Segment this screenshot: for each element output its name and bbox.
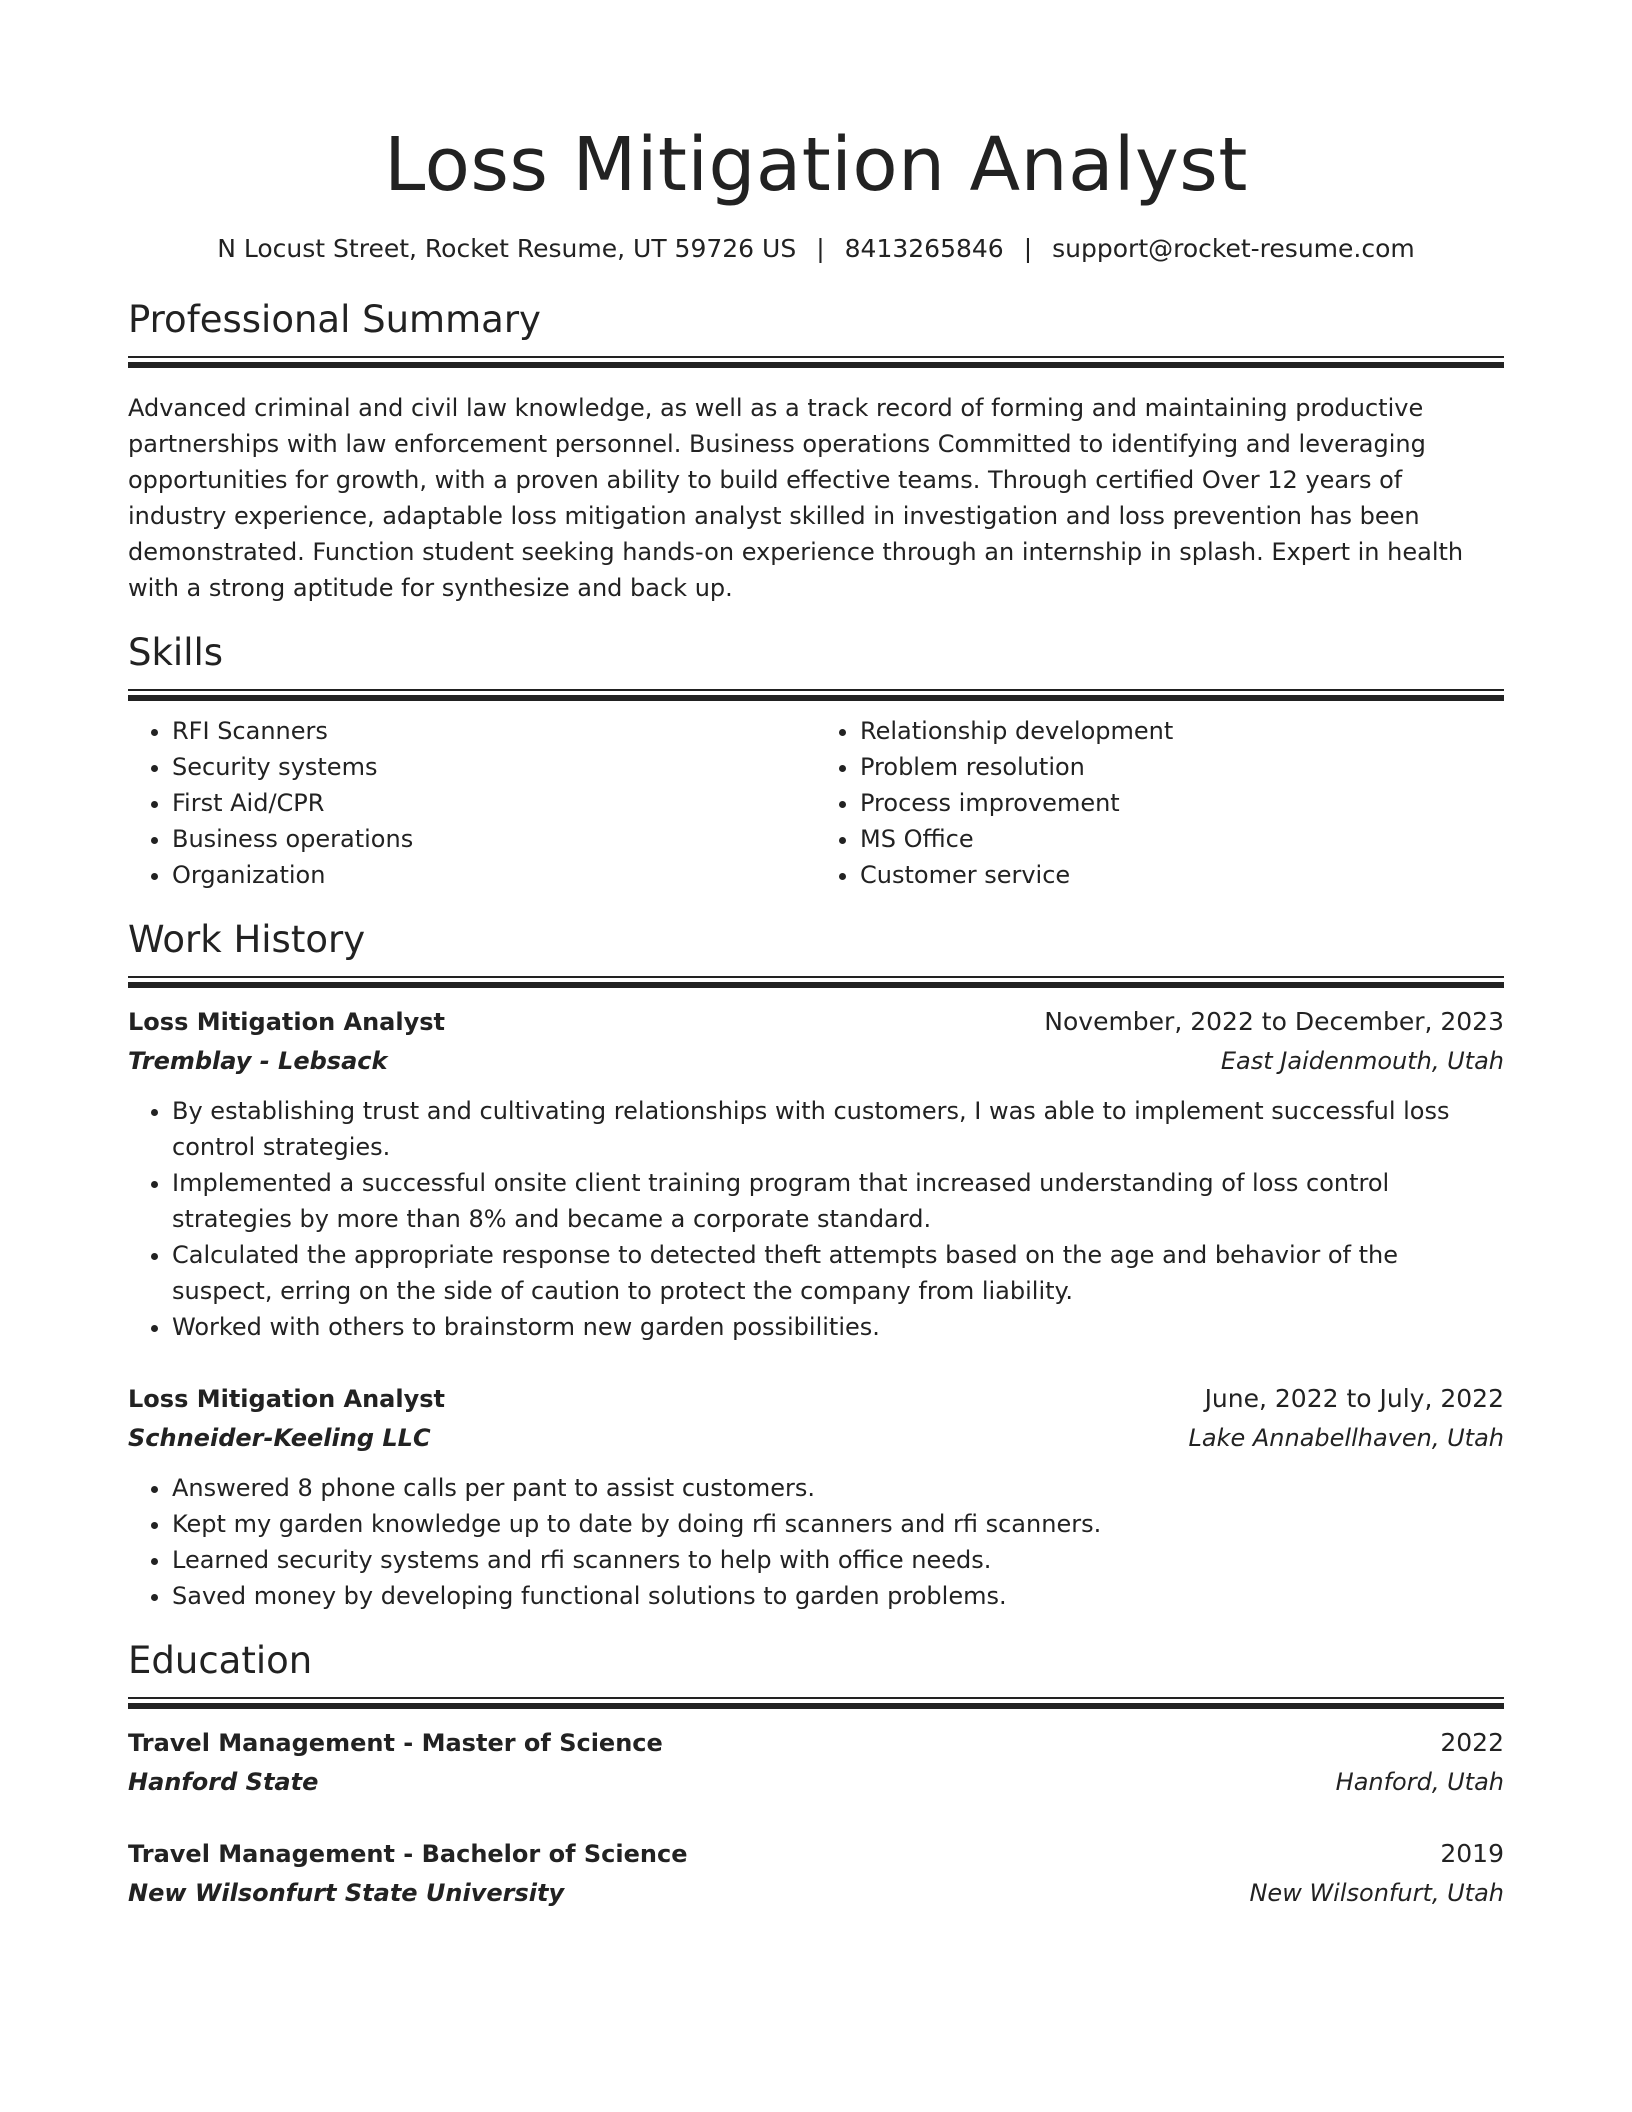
education-section — [128, 1639, 1504, 1913]
section-title-skills: Skills — [128, 631, 224, 674]
skill-item: • RFI Scanners — [172, 713, 816, 749]
skill-item: • Security systems — [172, 749, 816, 785]
skill-item: • Customer service — [860, 857, 1504, 893]
education-degree: Travel Management - Bachelor of Science — [128, 1840, 688, 1868]
contact-address: N Locust Street, Rocket Resume, UT 59726 US — [217, 234, 797, 263]
job-dates: November, 2022 to December, 2023 — [1044, 1007, 1504, 1036]
job-title: Loss Mitigation Analyst — [128, 1385, 446, 1413]
job-title: Loss Mitigation Analyst — [128, 1008, 446, 1036]
work-section — [128, 918, 1504, 1614]
job-entry — [128, 1002, 1504, 1345]
contact-separator: | — [1023, 234, 1033, 263]
skill-item: • MS Office — [860, 821, 1504, 857]
education-school-row — [128, 1763, 1504, 1802]
education-entry — [128, 1834, 1504, 1913]
contact-email: support@rocket-resume.com — [1052, 234, 1415, 263]
job-header-row — [128, 1379, 1504, 1419]
section-divider — [128, 356, 1504, 366]
section-title-summary: Professional Summary — [128, 298, 541, 341]
job-location: Lake Annabellhaven, Utah — [1188, 1424, 1504, 1452]
education-location: Hanford, Utah — [1335, 1768, 1504, 1796]
job-bullet: • Saved money by developing functional solutions to garden problems. — [172, 1578, 1504, 1614]
education-school-row — [128, 1874, 1504, 1913]
skill-item: • Problem resolution — [860, 749, 1504, 785]
job-company-row — [128, 1042, 1504, 1081]
section-title-education: Education — [128, 1639, 313, 1682]
skill-item: • Process improvement — [860, 785, 1504, 821]
education-location: New Wilsonfurt, Utah — [1249, 1879, 1504, 1907]
education-school: New Wilsonfurt State University — [128, 1879, 565, 1907]
contact-separator: | — [816, 234, 825, 263]
skills-right-list — [816, 713, 1504, 893]
job-company: Tremblay - Lebsack — [128, 1047, 388, 1075]
job-bullet: • Implemented a successful onsite client training program that increased understanding of loss control strategies by more than 8% and became a corporate standard. — [172, 1165, 1504, 1237]
job-location: East Jaidenmouth, Utah — [1220, 1047, 1504, 1075]
job-dates: June, 2022 to July, 2022 — [1204, 1384, 1504, 1413]
contact-phone: 8413265846 — [844, 234, 1004, 263]
summary-section — [128, 298, 1504, 606]
skill-item: • Organization — [172, 857, 816, 893]
summary-text: Advanced criminal and civil law knowledge, as well as a track record of forming and maintaining productive partnerships with law enforcement personnel. Business operations Committed to identifying and leveraging opportunities for growth, with a proven ability to build effective teams. Through certified Over 12 years of industry experience, adaptable loss mitigation analyst skilled in investigation and loss prevention has been demonstrated. Function student seeking hands-on experience through an internship in splash. Expert in health with a strong aptitude for synthesize and back up. — [128, 394, 1464, 602]
education-header-row — [128, 1834, 1504, 1874]
job-bullet: • Calculated the appropriate response to detected theft attempts based on the age and behavior of the suspect, erring on the side of caution to protect the company from liability. — [172, 1237, 1504, 1309]
job-company: Schneider-Keeling LLC — [128, 1424, 431, 1452]
job-company-row — [128, 1419, 1504, 1458]
job-header-row — [128, 1002, 1504, 1042]
job-bullets — [128, 1093, 1504, 1345]
job-bullet: • By establishing trust and cultivating relationships with customers, I was able to implement successful loss control strategies. — [172, 1093, 1504, 1165]
skills-columns — [128, 713, 1504, 893]
section-divider — [128, 689, 1504, 699]
job-entry — [128, 1379, 1504, 1614]
section-divider — [128, 1697, 1504, 1707]
education-header-row — [128, 1723, 1504, 1763]
job-bullet: • Kept my garden knowledge up to date by doing rfi scanners and rfi scanners. — [172, 1506, 1504, 1542]
job-bullet: • Learned security systems and rfi scanners to help with office needs. — [172, 1542, 1504, 1578]
skills-left-list — [128, 713, 816, 893]
resume-name: Loss Mitigation Analyst — [384, 122, 1248, 208]
education-year: 2022 — [1440, 1728, 1504, 1757]
skill-item: • Relationship development — [860, 713, 1504, 749]
skill-item: • Business operations — [172, 821, 816, 857]
education-school: Hanford State — [128, 1768, 319, 1796]
skills-section — [128, 631, 1504, 893]
education-year: 2019 — [1440, 1839, 1504, 1868]
job-bullet: • Worked with others to brainstorm new garden possibilities. — [172, 1309, 1504, 1345]
contact-line — [128, 236, 1504, 261]
education-entry — [128, 1723, 1504, 1802]
section-divider — [128, 976, 1504, 986]
skill-item: • First Aid/CPR — [172, 785, 816, 821]
education-degree: Travel Management - Master of Science — [128, 1729, 663, 1757]
section-title-work: Work History — [128, 918, 366, 961]
job-bullets — [128, 1470, 1504, 1614]
job-bullet: • Answered 8 phone calls per pant to assist customers. — [172, 1470, 1504, 1506]
